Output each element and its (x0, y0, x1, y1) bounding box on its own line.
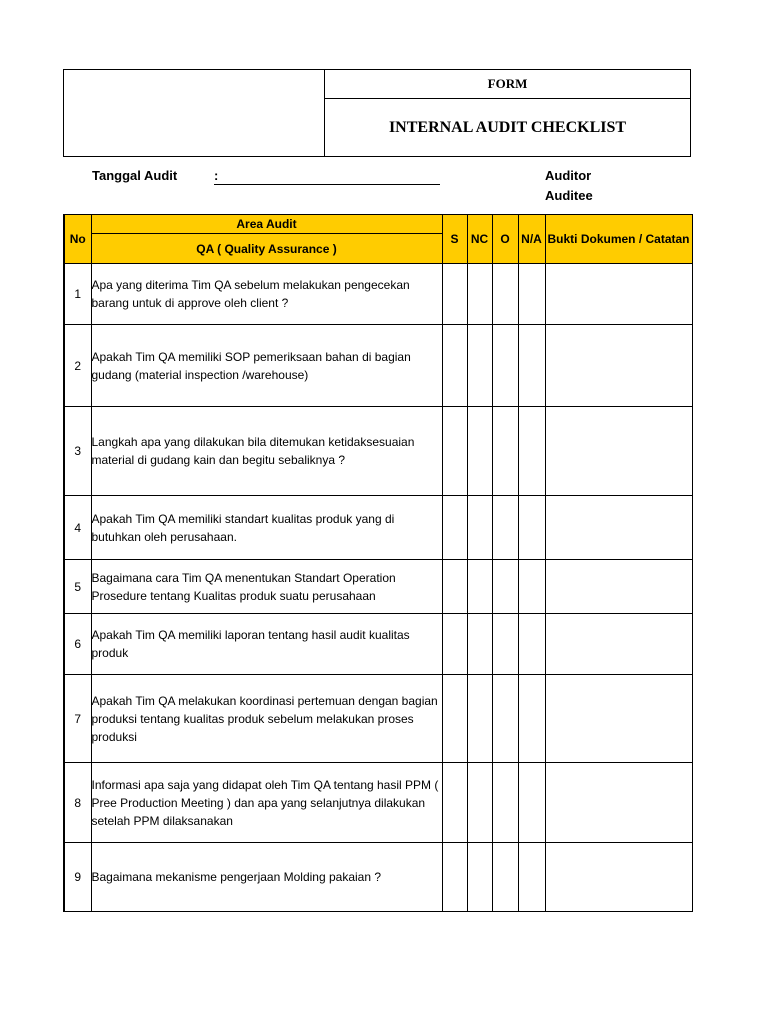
row-question: Apakah Tim QA memiliki laporan tentang hasil audit kualitas produk (91, 614, 442, 675)
auditor-label: Auditor (545, 168, 592, 183)
row-question: Bagaimana cara Tim QA menentukan Standart Operation Prosedure tentang Kualitas produk suatu perusahaan (91, 560, 442, 614)
check-s[interactable] (442, 496, 467, 560)
check-s[interactable] (442, 763, 467, 843)
evidence-field[interactable] (545, 325, 692, 407)
col-header-area-sub: QA ( Quality Assurance ) (91, 234, 442, 264)
row-number: 4 (64, 496, 91, 560)
col-header-area: Area Audit (91, 215, 442, 234)
check-nc[interactable] (467, 763, 492, 843)
table-row (64, 560, 692, 614)
check-na[interactable] (518, 325, 545, 407)
check-o[interactable] (492, 560, 518, 614)
evidence-field[interactable] (545, 763, 692, 843)
check-s[interactable] (442, 843, 467, 912)
row-number: 2 (64, 325, 91, 407)
check-na[interactable] (518, 763, 545, 843)
table-row (64, 325, 692, 407)
row-number: 6 (64, 614, 91, 675)
check-nc[interactable] (467, 843, 492, 912)
check-o[interactable] (492, 496, 518, 560)
row-question: Apakah Tim QA memiliki standart kualitas produk yang di butuhkan oleh perusahaan. (91, 496, 442, 560)
evidence-field[interactable] (545, 675, 692, 763)
table-row (64, 843, 692, 912)
col-header-nc: NC (467, 215, 492, 264)
check-o[interactable] (492, 325, 518, 407)
row-number: 7 (64, 675, 91, 763)
check-s[interactable] (442, 325, 467, 407)
check-na[interactable] (518, 407, 545, 496)
evidence-field[interactable] (545, 560, 692, 614)
audit-checklist-table (63, 214, 693, 912)
form-label: FORM (325, 70, 690, 99)
row-question: Informasi apa saja yang didapat oleh Tim QA tentang hasil PPM ( Pree Production Meeting ) dan apa yang selanjutnya dilakukan setelah PPM dilaksanakan (91, 763, 442, 843)
table-row (64, 614, 692, 675)
check-na[interactable] (518, 496, 545, 560)
check-na[interactable] (518, 560, 545, 614)
check-o[interactable] (492, 675, 518, 763)
check-nc[interactable] (467, 614, 492, 675)
check-nc[interactable] (467, 264, 492, 325)
table-row (64, 675, 692, 763)
check-s[interactable] (442, 614, 467, 675)
check-s[interactable] (442, 407, 467, 496)
row-number: 5 (64, 560, 91, 614)
table-row (64, 264, 692, 325)
check-o[interactable] (492, 843, 518, 912)
col-header-o: O (492, 215, 518, 264)
table-row (64, 763, 692, 843)
row-number: 9 (64, 843, 91, 912)
check-na[interactable] (518, 264, 545, 325)
check-o[interactable] (492, 407, 518, 496)
check-na[interactable] (518, 843, 545, 912)
check-s[interactable] (442, 264, 467, 325)
row-question: Apakah Tim QA memiliki SOP pemeriksaan bahan di bagian gudang (material inspection /warehouse) (91, 325, 442, 407)
auditee-label: Auditee (545, 188, 593, 203)
col-header-na: N/A (518, 215, 545, 264)
table-row (64, 407, 692, 496)
check-o[interactable] (492, 264, 518, 325)
check-s[interactable] (442, 560, 467, 614)
check-nc[interactable] (467, 560, 492, 614)
check-o[interactable] (492, 614, 518, 675)
check-nc[interactable] (467, 325, 492, 407)
evidence-field[interactable] (545, 264, 692, 325)
table-row (64, 496, 692, 560)
col-header-s: S (442, 215, 467, 264)
row-number: 8 (64, 763, 91, 843)
check-na[interactable] (518, 614, 545, 675)
col-header-evidence: Bukti Dokumen / Catatan (545, 215, 692, 264)
row-question: Apa yang diterima Tim QA sebelum melakukan pengecekan barang untuk di approve oleh client ? (91, 264, 442, 325)
logo-area (64, 70, 325, 156)
row-question: Bagaimana mekanisme pengerjaan Molding pakaian ? (91, 843, 442, 912)
audit-date-colon: : (214, 168, 219, 183)
row-question: Apakah Tim QA melakukan koordinasi pertemuan dengan bagian produksi tentang kualitas produk sebelum melakukan proses produksi (91, 675, 442, 763)
form-header (63, 69, 691, 157)
check-na[interactable] (518, 675, 545, 763)
evidence-field[interactable] (545, 843, 692, 912)
check-o[interactable] (492, 763, 518, 843)
check-nc[interactable] (467, 407, 492, 496)
evidence-field[interactable] (545, 614, 692, 675)
evidence-field[interactable] (545, 407, 692, 496)
audit-date-field[interactable] (214, 184, 440, 185)
evidence-field[interactable] (545, 496, 692, 560)
check-s[interactable] (442, 675, 467, 763)
row-question: Langkah apa yang dilakukan bila ditemukan ketidaksesuaian material di gudang kain dan begitu sebaliknya ? (91, 407, 442, 496)
check-nc[interactable] (467, 675, 492, 763)
col-header-no: No (64, 215, 91, 264)
form-title: INTERNAL AUDIT CHECKLIST (388, 118, 627, 136)
row-number: 1 (64, 264, 91, 325)
audit-date-label: Tanggal Audit (92, 168, 178, 183)
check-nc[interactable] (467, 496, 492, 560)
row-number: 3 (64, 407, 91, 496)
